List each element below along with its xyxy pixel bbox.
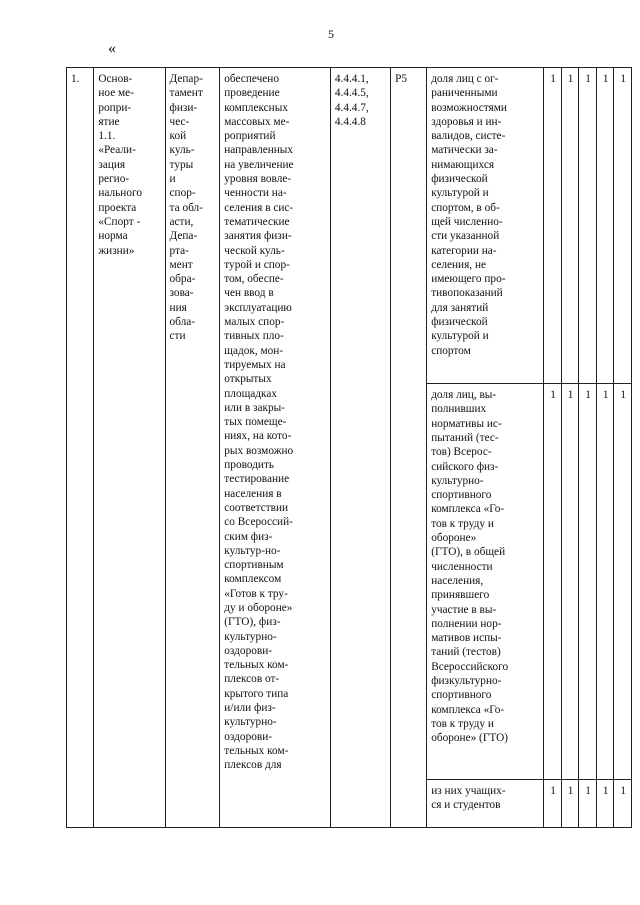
value: 1 xyxy=(567,389,574,402)
value: 1 xyxy=(585,73,591,85)
activity-text: Основ- ное ме- ропри- ятие 1.1. «Реали- зация регио- нального проекта «Спорт - норма жизни» xyxy=(98,73,143,257)
value-cell xyxy=(614,779,632,827)
value: 1 xyxy=(567,784,574,797)
value: 1 xyxy=(550,73,556,85)
value: 1 xyxy=(602,73,609,85)
quote-mark: « xyxy=(108,40,116,57)
indicator-text: из них учащих- ся и студентов xyxy=(431,784,506,811)
program-table xyxy=(66,67,632,828)
value: 1 xyxy=(620,73,627,85)
value-cell xyxy=(544,779,562,827)
value: 1 xyxy=(602,389,609,402)
responsible-text: Депар- тамент физи- чес- кой куль- туры и спор- та обл- асти, Депа- рта- мент обра- зова- ния обла- сти xyxy=(169,73,203,343)
value: 1 xyxy=(602,784,609,797)
page-number: 5 xyxy=(328,27,334,41)
value: 1 xyxy=(567,73,574,85)
value-cell xyxy=(596,779,614,827)
row-number: 1. xyxy=(71,73,80,85)
activity-cell xyxy=(94,68,165,828)
value: 1 xyxy=(620,784,627,797)
responsible-cell xyxy=(165,68,220,828)
value: 1 xyxy=(585,784,591,797)
value-cell xyxy=(561,384,579,780)
value: 1 xyxy=(550,389,556,402)
value-cell xyxy=(579,779,597,827)
value-cell xyxy=(579,384,597,780)
indicator-text: доля лиц, вы- полнивших нормативы ис- пытаний (тес- тов) Всерос- сийского физ- культурно- спортивного комплекса «Го- тов к труду и обороне» (ГТО), в общей численности населения, принявшего участие в вы- полнении нор- мативов испы- таний (тестов) Всероссийского физкультурно- спортивного комплекса «Го- тов к труду и обороне» (ГТО) xyxy=(431,389,509,745)
indicator-cell xyxy=(427,68,544,384)
value-cell xyxy=(596,68,614,384)
value-cell xyxy=(544,68,562,384)
value: 1 xyxy=(585,389,591,402)
result-text: обеспечено проведение комплексных массовых ме- роприятий направленных на увеличение уровня вовле- ченности на- селения в сис- тематические занятия физи- ческой куль- турой и спор- том, обеспе- чен ввод в эксплуатацию малых спор- тивных пло- щадок, мон- тируемых на открытых площадках или в закры- тых помеще- ниях, на кото- рых возможно проводить тестирование населения в соответствии со Всероссий- ским физ- культур-но- спортивным комплексом «Готов к тру- ду и обороне» (ГТО), физ- культурно- оздорови- тельных ком- плексов от- крытого типа и/или физ- культурно- оздорови- тельных ком- плексов для xyxy=(224,73,294,772)
value-cell xyxy=(579,68,597,384)
row-number-cell xyxy=(67,68,94,828)
project-text: Р5 xyxy=(395,73,407,85)
project-cell xyxy=(391,68,427,828)
value-cell xyxy=(614,68,632,384)
result-cell xyxy=(220,68,331,828)
indicator-text: доля лиц с ог- раниченными возможностями здоровья и ин- валидов, систе- матически за- нимающихся физической культурой и спортом, в об- щей численно- сти указанной категории на- селения, не имеющего про- тивопоказаний для занятий физической культурой и спортом xyxy=(431,73,507,357)
table-row xyxy=(67,68,632,384)
value: 1 xyxy=(550,784,556,797)
codes-cell xyxy=(330,68,390,828)
value-cell xyxy=(561,68,579,384)
codes-text: 4.4.4.1, 4.4.4.5, 4.4.4.7, 4.4.4.8 xyxy=(334,73,369,128)
value-cell xyxy=(561,779,579,827)
indicator-cell xyxy=(427,384,544,780)
indicator-cell xyxy=(427,779,544,827)
value-cell xyxy=(544,384,562,780)
value-cell xyxy=(596,384,614,780)
value: 1 xyxy=(620,389,627,402)
value-cell xyxy=(614,384,632,780)
